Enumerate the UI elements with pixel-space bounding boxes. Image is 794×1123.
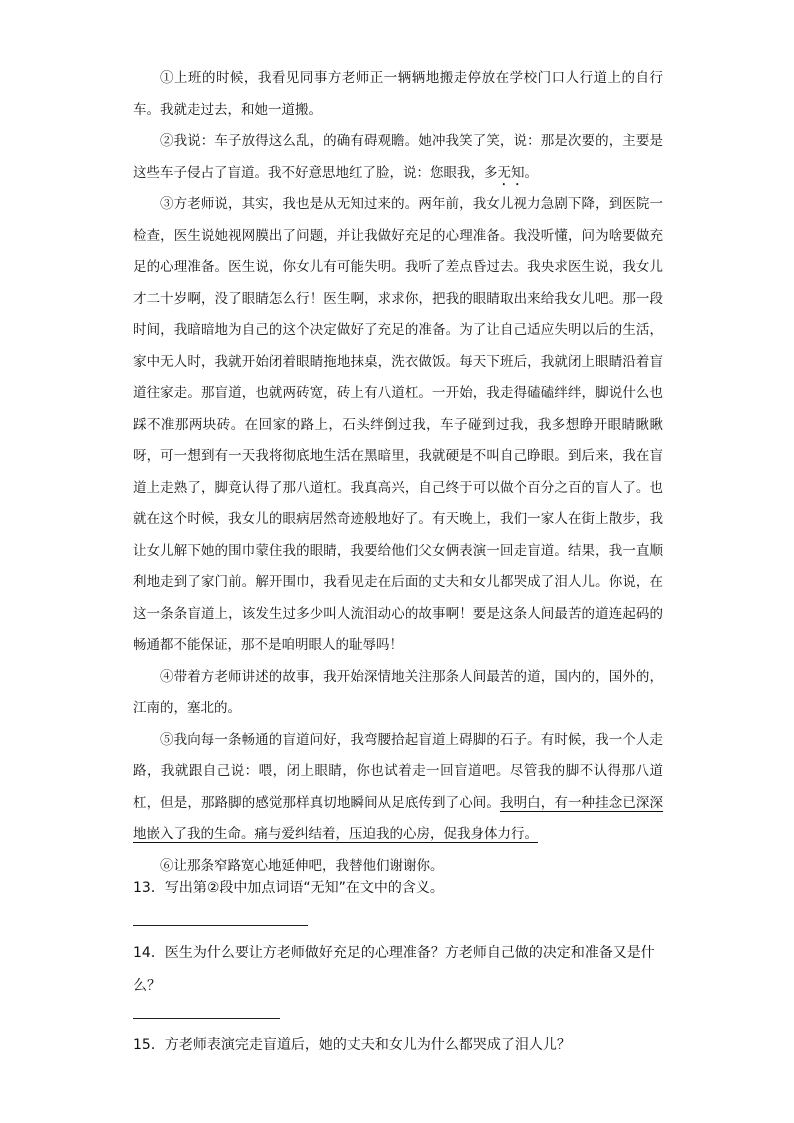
paragraph-3: ③方老师说，其实，我也是从无知过来的。两年前，我女儿视力急剧下降，到医院一检查，医生说她视网膜出了问题，并让我做好充足的心理准备。我没听懂，问为啥要做充足的心理准备。医生说，你女儿有可能失明。我听了差点昏过去。我央求医生说，我女儿才二十岁啊，没了眼睛怎么行！医生啊，求求你，把我的眼睛取出来给我女儿吧。那一段时间，我暗暗地为自己的这个决定做好了充足的准备。为了让自己适应失明以后的生活，家中无人时，我就开始闭着眼睛拖地抹桌，洗衣做饭。每天下班后，我就闭上眼睛沿着盲道往家走。那盲道，也就两砖宽，砖上有八道杠。一开始，我走得磕磕绊绊，脚说什么也踩不准那两块砖。在回家的路上，石头绊倒过我，车子碰到过我，我多想睁开眼睛瞅瞅呀，可一想到有一天我将彻底地生活在黑暗里，我就硬是不叫自己睁眼。到后来，我在盲道上走熟了，脚竟认得了那八道杠。我真高兴，自己终于可以做个百分之百的盲人了。也就在这个时候，我女儿的眼病居然奇迹般地好了。有天晚上，我们一家人在街上散步，我让女儿解下她的围巾蒙住我的眼睛，我要给他们父女俩表演一回走盲道。结果，我一直顺利地走到了家门前。解开围巾，我看见走在后面的丈夫和女儿都哭成了泪人儿。你说，在这一条条盲道上，该发生过多少叫人流泪动心的故事啊！要是这条人间最苦的道连起码的畅通都不能保证，那不是咱明眼人的耻辱吗！ [133, 196, 663, 653]
dotted-word: 无知 [497, 164, 525, 181]
answer-line-13[interactable] [133, 925, 308, 926]
answer-line-14[interactable] [133, 1018, 280, 1019]
paragraph-5-text: ⑤我向每一条畅通的盲道问好，我弯腰拾起盲道上碍脚的石子。有时候，我一个人走路，我就跟自己说：喂，闭上眼睛，你也试着走一回盲道吧。尽管我的脚不认得那八道杠，但是，那路脚的感觉那样真切地瞬间从足底传到了心间。 [133, 731, 663, 811]
paragraph-1: ①上班的时候，我看见同事方老师正一辆辆地搬走停放在学校门口人行道上的自行车。我就走过去，和她一道搬。 [133, 70, 663, 118]
paragraph-4: ④带着方老师讲述的故事，我开始深情地关注那条人间最苦的道，国内的，国外的，江南的，塞北的。 [133, 668, 663, 716]
question-14: 14．医生为什么要让方老师做好充足的心理准备？方老师自己做的决定和准备又是什么？ [133, 945, 655, 994]
question-13: 13．写出第②段中加点词语“无知”在文中的含义。 [133, 880, 444, 896]
underlined-sentence: 我明白，有一种挂念已深深地嵌入了我的生命。痛与爱纠结着，压迫我的心房，促我身体力行。 [133, 794, 664, 842]
paragraph-2 [133, 126, 663, 189]
paragraph-6: ⑥让那条窄路宽心地延伸吧，我替他们谢谢你。 [160, 857, 444, 874]
question-15: 15．方老师表演完走盲道后，她的丈夫和女儿为什么都哭成了泪人儿？ [133, 1037, 571, 1053]
paragraph-5 [133, 725, 663, 851]
reading-passage [133, 63, 663, 882]
paragraph-2-end: 。 [524, 164, 538, 181]
paragraph-2-text: ②我说：车子放得这么乱，的确有碍观瞻。她冲我笑了笑，说：那是次要的，主要是这些车子侵占了盲道。我不好意思地红了脸，说：您眼我，多 [133, 133, 663, 181]
